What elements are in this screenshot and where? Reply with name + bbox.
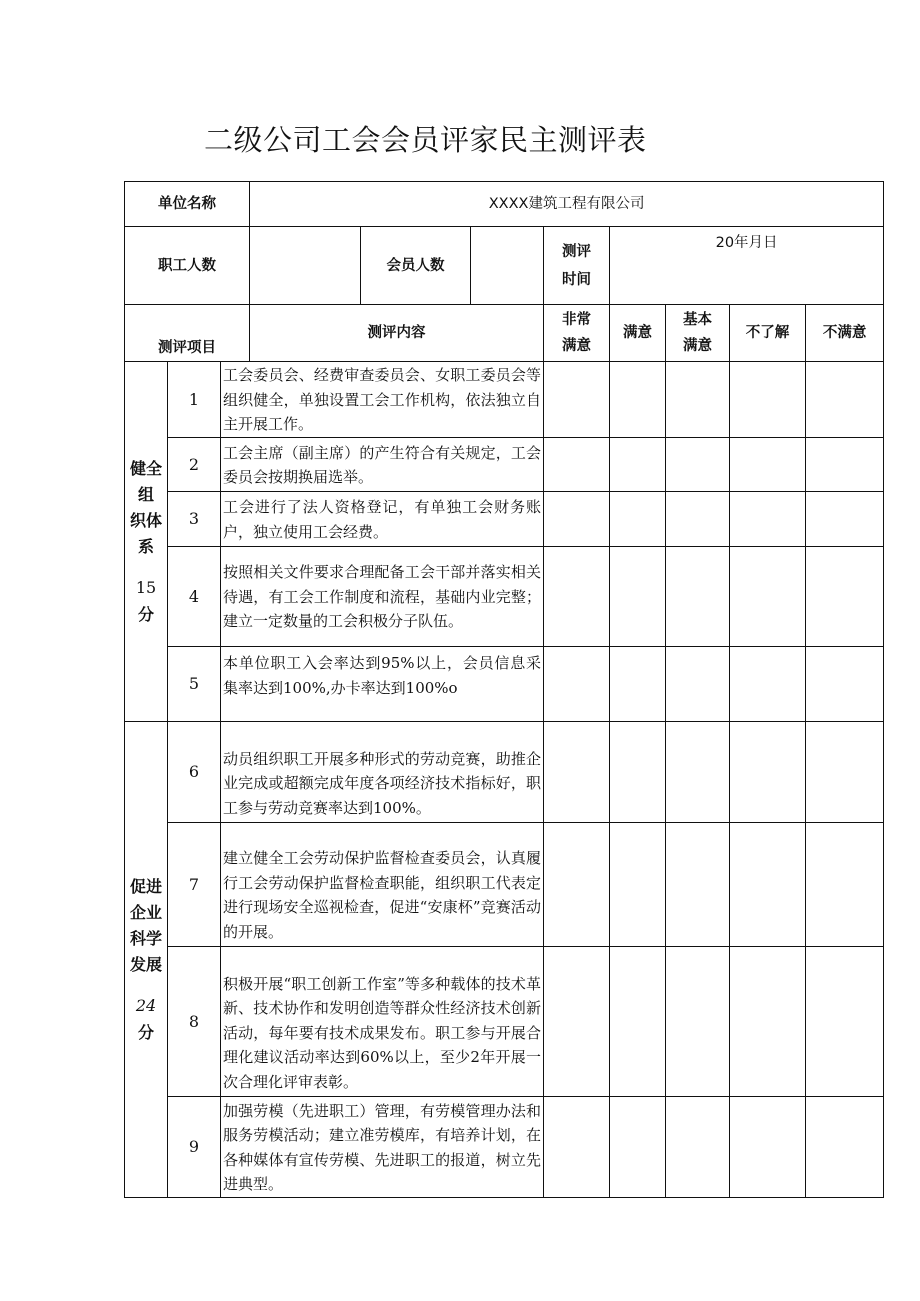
rating-satisfied[interactable] [610, 362, 666, 438]
section-line: 系 [137, 536, 154, 556]
time-label-line1: 测评 [562, 243, 592, 260]
table-row [125, 547, 884, 647]
rating-very-satisfied[interactable] [544, 492, 610, 547]
rating-satisfied[interactable] [610, 438, 666, 492]
time-label [544, 227, 610, 305]
item-content: 加强劳模（先进职工）管理，有劳模管理办法和服务劳模活动；建立准劳模库，有培养计划，在各种媒体有宣传劳模、先进职工的报道，树立先进典型。 [221, 1097, 544, 1198]
col-satisfied-header: 满意 [610, 305, 666, 362]
rating-very-satisfied[interactable] [544, 438, 610, 492]
member-label: 会员人数 [361, 227, 471, 305]
col-basic-line1: 基本 [683, 312, 713, 328]
rating-satisfied[interactable] [610, 647, 666, 722]
rating-basic[interactable] [666, 547, 730, 647]
item-content: 建立健全工会劳动保护监督检查委员会，认真履行工会劳动保护监督检查职能，组织职工代表定进行现场安全巡视检查，促进“安康杯”竞赛活动的开展。 [221, 823, 544, 947]
col-unknown-header: 不了解 [730, 305, 806, 362]
col-very-satisfied-line1: 非常 [562, 312, 592, 328]
rating-unknown[interactable] [730, 362, 806, 438]
section-line: 促进 [129, 876, 162, 896]
count-row [125, 227, 884, 305]
page-title: 二级公司工会会员评家民主测评表 [204, 123, 647, 157]
section-line: 健全 [129, 458, 162, 478]
section-line: 企业 [129, 902, 162, 922]
rating-unsatisfied[interactable] [806, 438, 884, 492]
rating-basic[interactable] [666, 947, 730, 1097]
staff-label: 职工人数 [125, 227, 250, 305]
time-label-line2: 时间 [562, 271, 592, 288]
rating-basic[interactable] [666, 492, 730, 547]
rating-satisfied[interactable] [610, 823, 666, 947]
member-value[interactable] [471, 227, 544, 305]
item-number: 3 [168, 492, 221, 547]
rating-basic[interactable] [666, 1097, 730, 1198]
rating-basic[interactable] [666, 362, 730, 438]
rating-unsatisfied[interactable] [806, 362, 884, 438]
column-header-row [125, 305, 884, 362]
section-title-dev [125, 722, 168, 1198]
section-points: 15 [135, 577, 157, 597]
rating-unsatisfied[interactable] [806, 547, 884, 647]
item-number: 2 [168, 438, 221, 492]
staff-value[interactable] [250, 227, 361, 305]
rating-basic[interactable] [666, 647, 730, 722]
rating-satisfied[interactable] [610, 722, 666, 823]
item-number: 1 [168, 362, 221, 438]
rating-basic[interactable] [666, 722, 730, 823]
rating-very-satisfied[interactable] [544, 823, 610, 947]
item-content: 工会委员会、经费审查委员会、女职工委员会等组织健全，单独设置工会工作机构，依法独立自主开展工作。 [221, 362, 544, 438]
rating-very-satisfied[interactable] [544, 547, 610, 647]
table-row [125, 438, 884, 492]
rating-unsatisfied[interactable] [806, 1097, 884, 1198]
table-row [125, 722, 884, 823]
rating-unsatisfied[interactable] [806, 823, 884, 947]
rating-basic[interactable] [666, 438, 730, 492]
rating-unknown[interactable] [730, 823, 806, 947]
item-content: 工会主席（副主席）的产生符合有关规定，工会委员会按期换届选举。 [221, 438, 544, 492]
table-row [125, 362, 884, 438]
rating-satisfied[interactable] [610, 547, 666, 647]
rating-unknown[interactable] [730, 722, 806, 823]
col-unsatisfied-header: 不满意 [806, 305, 884, 362]
section-line: 科学 [129, 928, 162, 948]
rating-unknown[interactable] [730, 438, 806, 492]
item-number: 8 [168, 947, 221, 1097]
rating-unknown[interactable] [730, 547, 806, 647]
unit-value[interactable]: XXXX建筑工程有限公司 [250, 182, 884, 227]
rating-unsatisfied[interactable] [806, 947, 884, 1097]
rating-unsatisfied[interactable] [806, 647, 884, 722]
rating-unknown[interactable] [730, 647, 806, 722]
rating-very-satisfied[interactable] [544, 362, 610, 438]
section-line: 织体 [129, 510, 162, 530]
rating-satisfied[interactable] [610, 947, 666, 1097]
col-basic-line2: 满意 [683, 338, 713, 354]
item-content: 按照相关文件要求合理配备工会干部并落实相关待遇，有工会工作制度和流程，基础内业完整；建立一定数量的工会积极分子队伍。 [221, 547, 544, 647]
rating-very-satisfied[interactable] [544, 722, 610, 823]
section-line: 发展 [129, 954, 162, 974]
rating-satisfied[interactable] [610, 492, 666, 547]
section-points-unit: 分 [137, 604, 154, 624]
section-points-unit: 分 [137, 1022, 154, 1042]
rating-satisfied[interactable] [610, 1097, 666, 1198]
unit-label: 单位名称 [125, 182, 250, 227]
unit-row [125, 182, 884, 227]
col-content-header: 测评内容 [250, 305, 544, 362]
table-row [125, 823, 884, 947]
rating-unknown[interactable] [730, 947, 806, 1097]
item-content: 动员组织职工开展多种形式的劳动竞赛，助推企业完成或超额完成年度各项经济技术指标好，职工参与劳动竞赛率达到100%。 [221, 722, 544, 823]
rating-very-satisfied[interactable] [544, 1097, 610, 1198]
rating-unsatisfied[interactable] [806, 722, 884, 823]
item-content: 本单位职工入会率达到95%以上，会员信息采集率达到100%,办卡率达到100%o [221, 647, 544, 722]
section-line: 组 [137, 484, 154, 504]
table-row [125, 1097, 884, 1198]
table-row [125, 647, 884, 722]
col-item-header: 测评项目 [125, 305, 250, 362]
evaluation-table [124, 181, 884, 1198]
rating-unsatisfied[interactable] [806, 492, 884, 547]
item-number: 9 [168, 1097, 221, 1198]
rating-unknown[interactable] [730, 1097, 806, 1198]
col-basic-header [666, 305, 730, 362]
item-number: 5 [168, 647, 221, 722]
section-title-org [125, 362, 168, 722]
col-very-satisfied-line2: 满意 [562, 338, 592, 354]
section-points: 24 [135, 995, 157, 1015]
rating-unknown[interactable] [730, 492, 806, 547]
item-number: 6 [168, 722, 221, 823]
table-row [125, 947, 884, 1097]
item-number: 7 [168, 823, 221, 947]
table-row [125, 492, 884, 547]
rating-basic[interactable] [666, 823, 730, 947]
item-content: 工会进行了法人资格登记，有单独工会财务账户，独立使用工会经费。 [221, 492, 544, 547]
item-content: 积极开展“职工创新工作室”等多种载体的技术革新、技术协作和发明创造等群众性经济技术创新活动，每年要有技术成果发布。职工参与开展合理化建议活动率达到60%以上，至少2年开展一次合理化评审表彰。 [221, 947, 544, 1097]
rating-very-satisfied[interactable] [544, 947, 610, 1097]
item-number: 4 [168, 547, 221, 647]
col-very-satisfied-header [544, 305, 610, 362]
time-value[interactable]: 20年月日 [610, 227, 884, 305]
rating-very-satisfied[interactable] [544, 647, 610, 722]
